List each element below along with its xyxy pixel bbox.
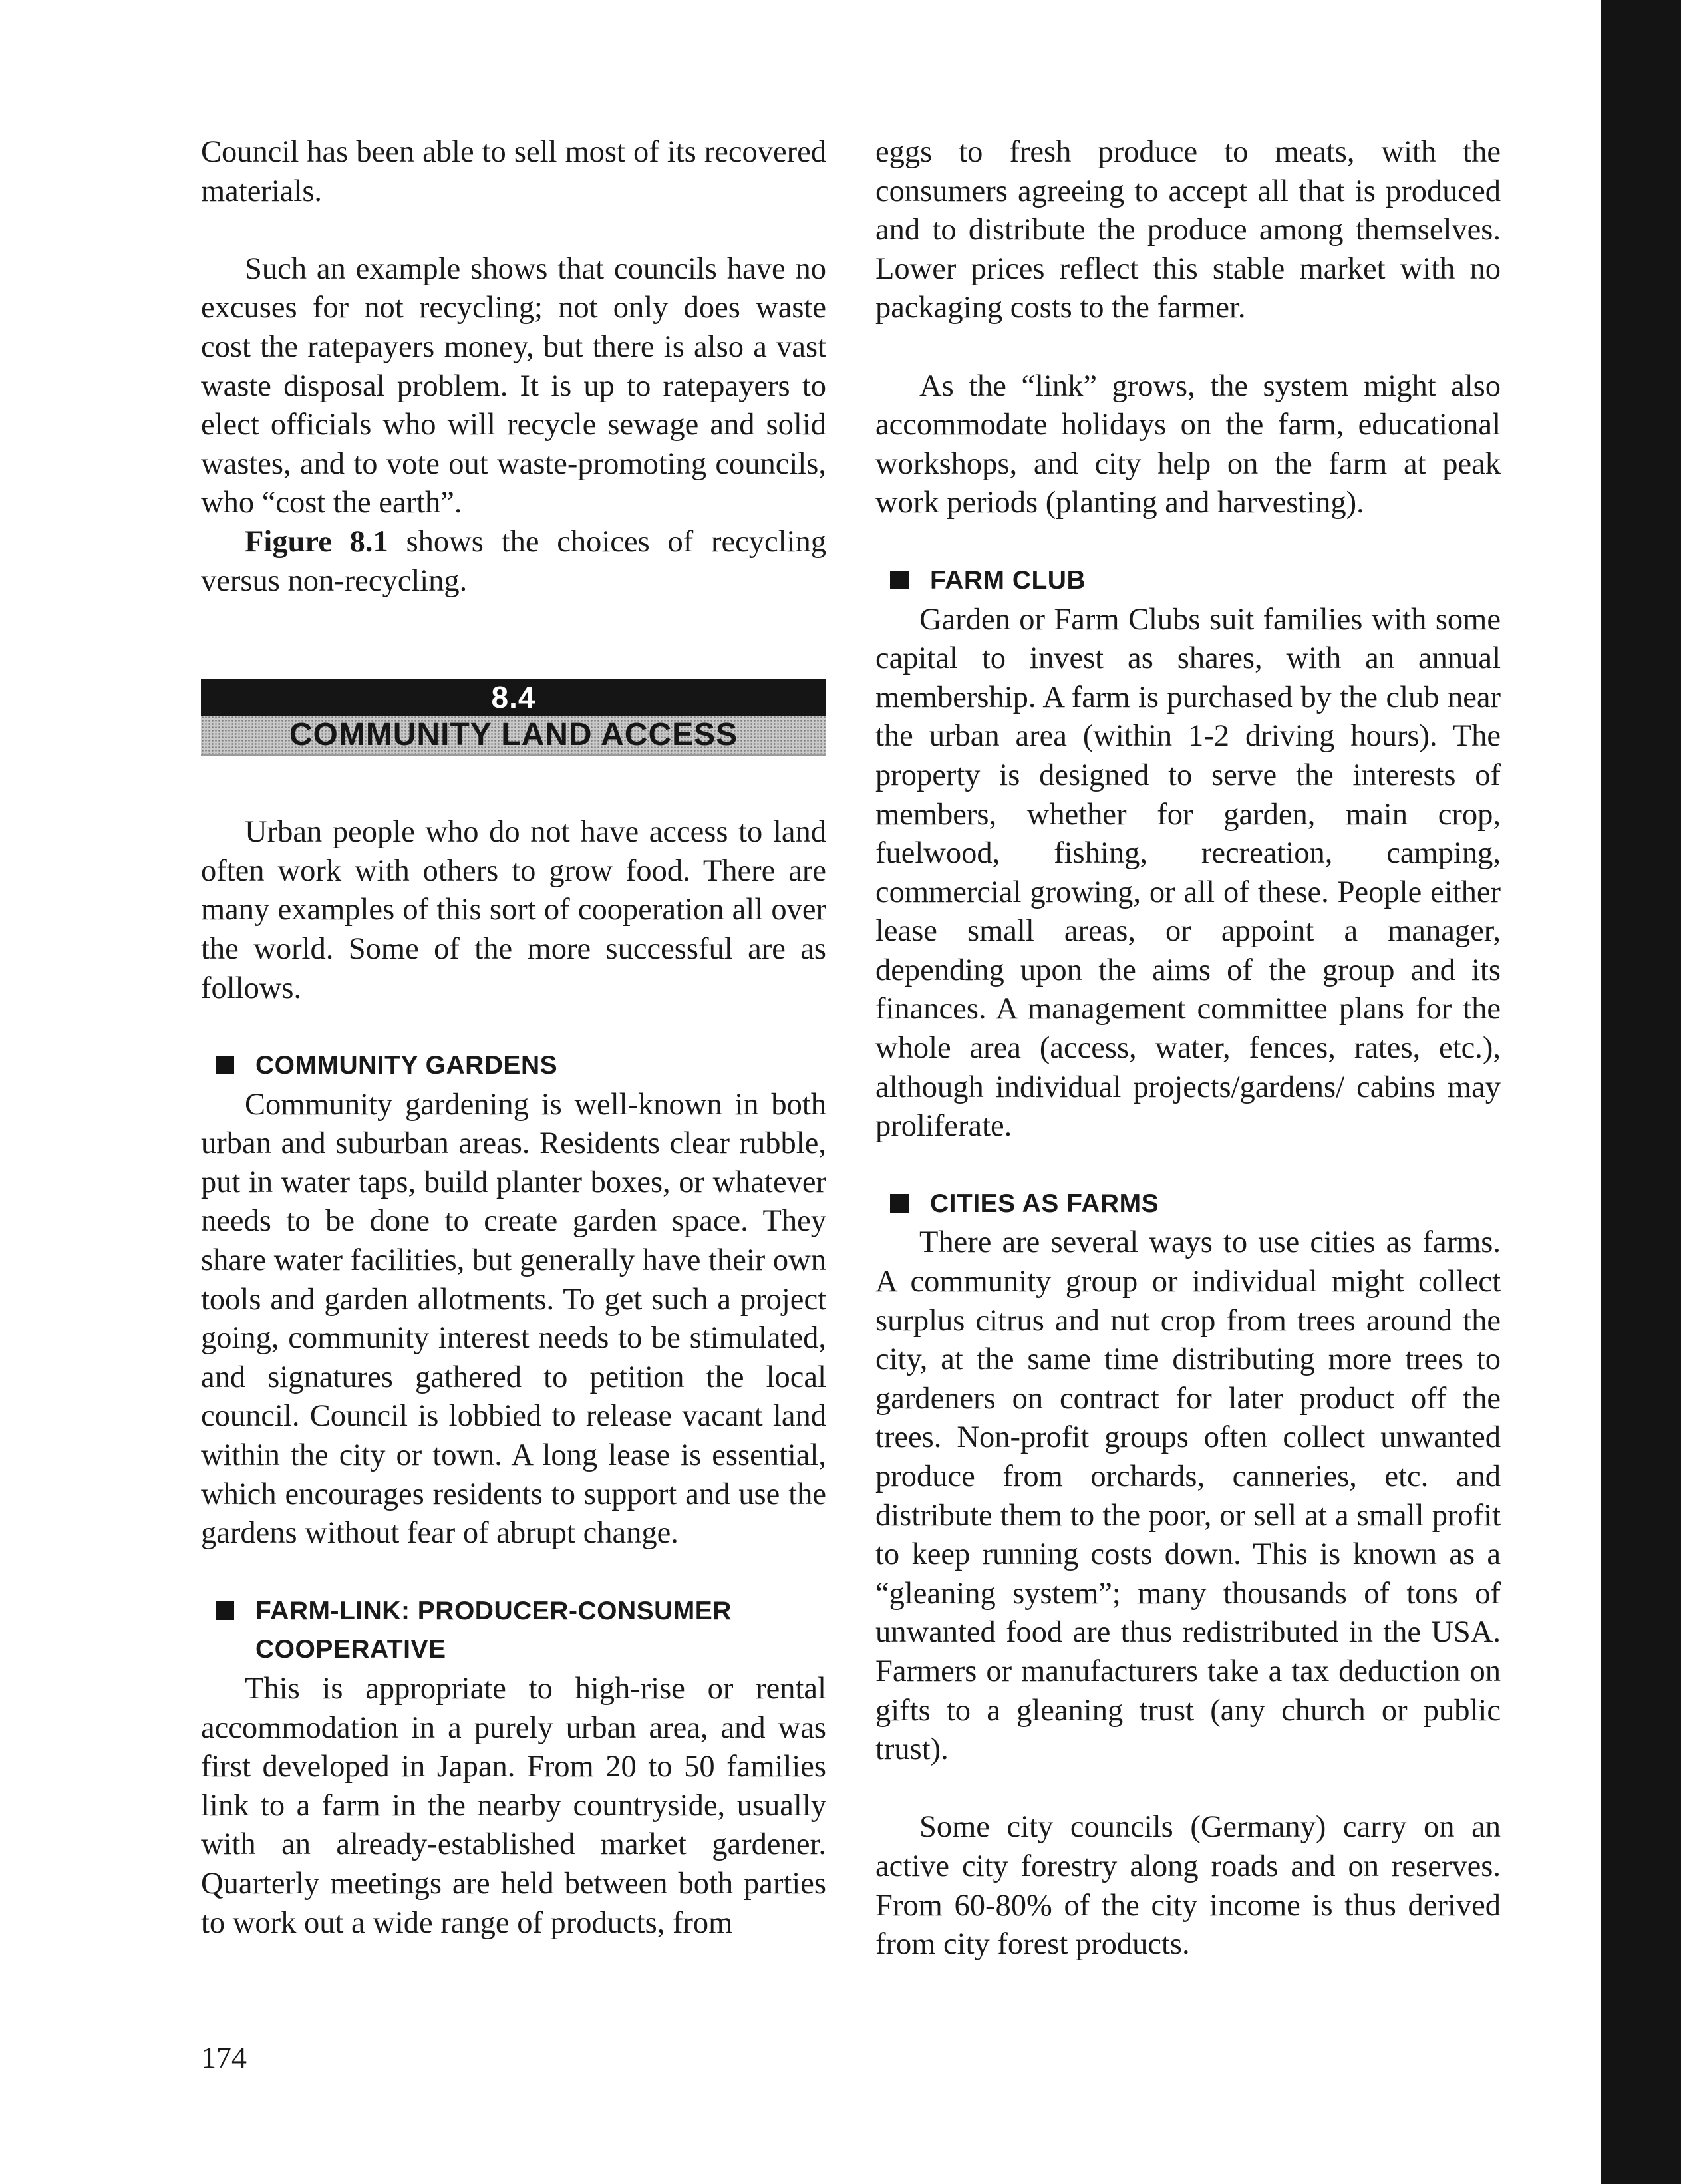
paragraph-link-grows: As the “link” grows, the system might also accommodate holidays on the farm, educational workshops, and city help on the farm at peak work periods (planting and harvesting). bbox=[875, 369, 1501, 520]
paragraph-produce-distribution: eggs to fresh produce to meats, with the consumers agreeing to accept all that is produced and to distribute the produce among themselves. Lower prices reflect this stable market with no packaging costs to the farmer. bbox=[875, 135, 1501, 325]
square-bullet-icon bbox=[890, 1194, 909, 1213]
paragraph-community-gardens: Community gardening is well-known in both urban and suburban areas. Residents clear rubble, put in water taps, build planter boxes, or whatever needs to be done to create garden space. They share water facilities, but generally have their own tools and garden allotments. To get such a project going, community interest needs to be stimulated, and signatures gathered to petition the local council. Council is lobbied to release vacant land within the city or town. A long lease is essential, which encourages residents to support and use the gardens without fear of abrupt change. bbox=[201, 1087, 826, 1551]
figure-reference: Figure 8.1 bbox=[245, 524, 388, 559]
paragraph-farm-club: Garden or Farm Clubs suit families with some capital to invest as shares, with an annual membership. A farm is purchased by the club near the urban area (within 1-2 driving hours). The property is designed to serve the interests of members, whether for garden, main crop, fuelwood, fishing, recreation, camping, commercial growing, or all of these. People either lease small areas, or appoint a manager, depending upon the aims of the group and its finances. A management committee plans for the whole area (access, water, fences, rates, etc.), although individual projects/gardens/ cabins may proliferate. bbox=[875, 602, 1501, 1144]
heading-community-gardens bbox=[201, 1046, 826, 1086]
paragraph-recovered-materials: Council has been able to sell most of its recovered materials. bbox=[201, 135, 826, 208]
heading-farm-link bbox=[201, 1592, 826, 1670]
paragraph-farm-link: This is appropriate to high-rise or rental accommodation in a purely urban area, and was first developed in Japan. From 20 to 50 families link to a farm in the nearby countryside, usually with an already-established market gardener. Quarterly meetings are held between both parties to work out a wide range of products, from bbox=[201, 1672, 826, 1940]
paragraph-recycling-excuses: Such an example shows that councils have no excuses for not recycling; not only does waste cost the ratepayers money, but there is also a vast waste disposal problem. It is up to ratepayers to elect officials who will recycle sewage and solid wastes, and to vote out waste-promoting councils, who “cost the earth”. bbox=[201, 251, 826, 520]
heading-cities-as-farms-label: CITIES AS FARMS bbox=[930, 1189, 1159, 1218]
left-column bbox=[201, 133, 826, 1943]
paragraph-urban-cooperation: Urban people who do not have access to land often work with others to grow food. There are many examples of this sort of cooperation all over the world. Some of the more successful are as follows. bbox=[201, 815, 826, 1005]
right-column bbox=[875, 133, 1501, 1964]
heading-farm-link-line2: COOPERATIVE bbox=[255, 1635, 446, 1664]
square-bullet-icon bbox=[890, 571, 909, 589]
heading-community-gardens-label: COMMUNITY GARDENS bbox=[255, 1051, 558, 1080]
square-bullet-icon bbox=[216, 1601, 234, 1620]
heading-cities-as-farms bbox=[875, 1185, 1501, 1224]
section-title: COMMUNITY LAND ACCESS bbox=[201, 716, 826, 756]
paragraph-cities-as-farms: There are several ways to use cities as farms. A community group or individual might collect surplus citrus and nut crop from trees around the city, at the same time distributing more trees to gardeners on contract for later product off the trees. Non-profit groups often collect unwanted produce from orchards, canneries, etc. and distribute them to the poor, or sell at a small profit to keep running costs down. This is known as a “gleaning system”; many thousands of tons of unwanted food are thus redistributed in the USA. Farmers or manufacturers take a tax deduction on gifts to a gleaning trust (any church or public trust). bbox=[875, 1225, 1501, 1767]
square-bullet-icon bbox=[216, 1056, 234, 1074]
paragraph-figure-reference bbox=[201, 523, 826, 601]
heading-farm-club bbox=[875, 561, 1501, 601]
section-banner bbox=[201, 679, 826, 756]
figure-reference-text: shows the choices of recycling versus non-recycling. bbox=[201, 524, 826, 598]
page-number: 174 bbox=[201, 2040, 247, 2074]
paragraph-city-forestry: Some city councils (Germany) carry on an active city forestry along roads and on reserves. From 60-80% of the city income is thus derived from city forest products. bbox=[875, 1810, 1501, 1962]
heading-farm-link-line1: FARM-LINK: PRODUCER-CONSUMER bbox=[255, 1596, 732, 1625]
section-number: 8.4 bbox=[201, 679, 826, 716]
heading-farm-club-label: FARM CLUB bbox=[930, 565, 1086, 595]
scan-edge-shadow bbox=[1601, 0, 1681, 2184]
